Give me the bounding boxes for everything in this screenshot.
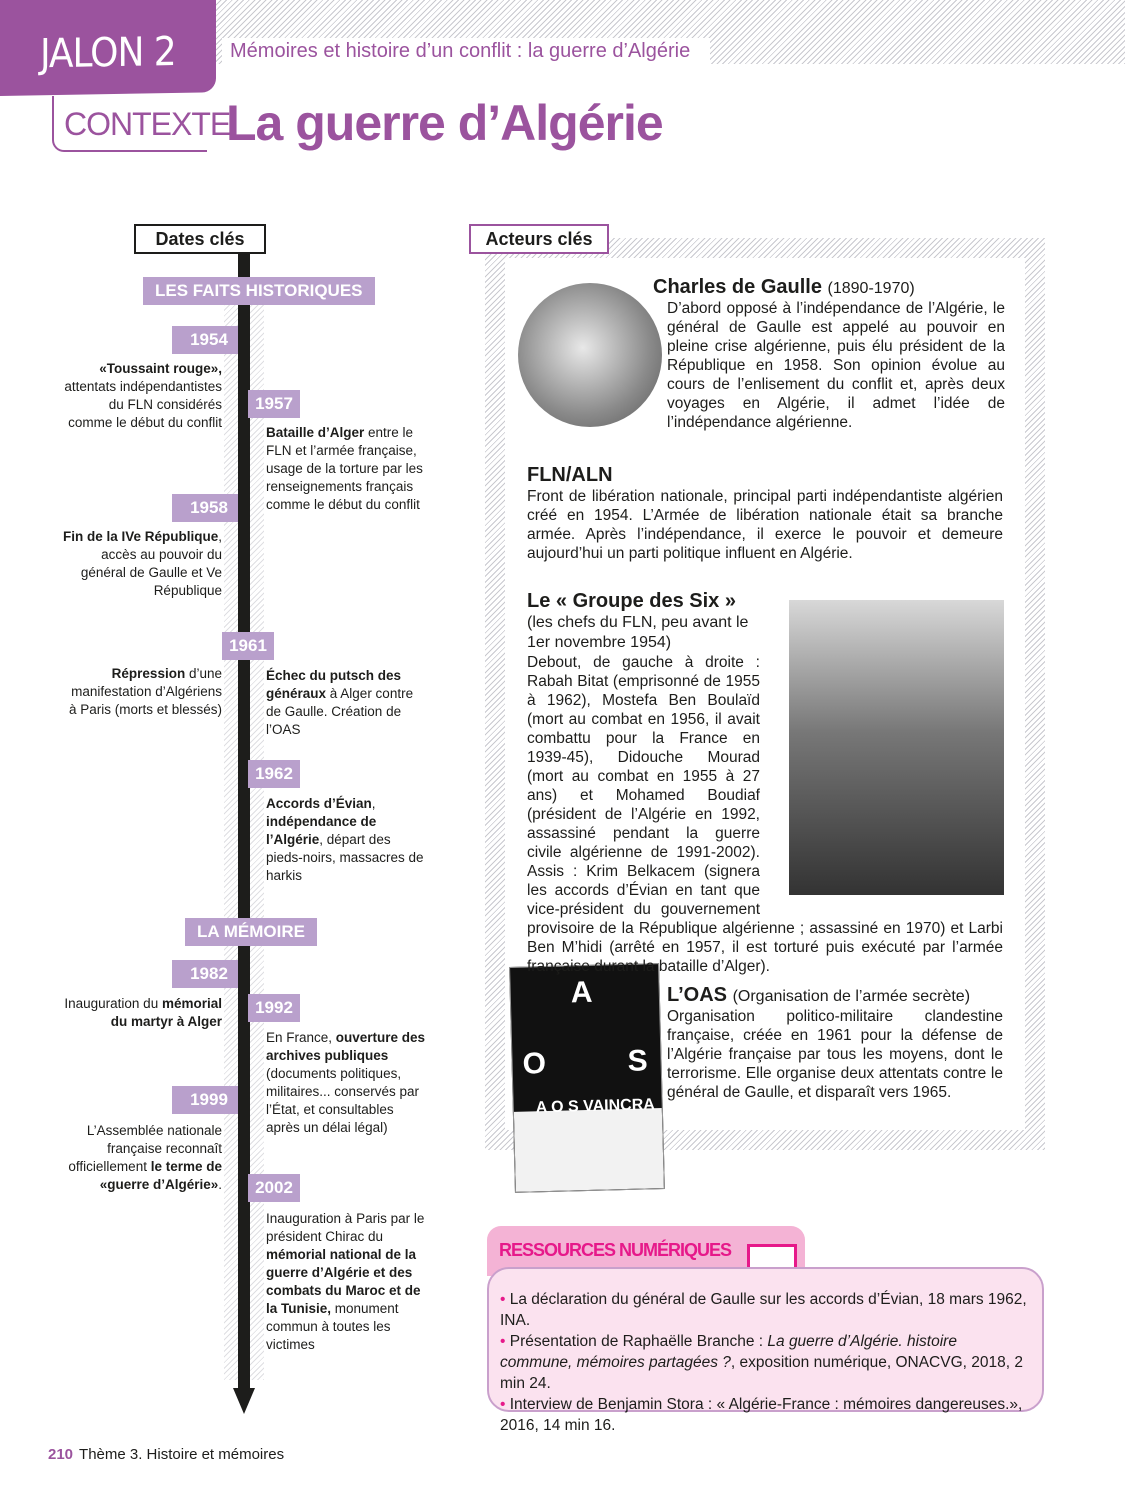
timeline-event [62, 360, 222, 432]
year-badge-1954: 1954 [172, 326, 238, 354]
event-highlight: mémorial du martyr à Alger [110, 996, 222, 1029]
year-badge-1958: 1958 [172, 494, 238, 522]
six-subtitle: (les chefs du FLN, peu avant le 1er novembre 1954) [527, 614, 749, 651]
photo-wrap-spacer [760, 590, 1003, 901]
resource-text: La déclaration du général de Gaulle sur les accords d’Évian, 18 mars 1962, INA. [500, 1291, 1027, 1329]
event-highlight: indépendance de l’Algérie [266, 814, 377, 847]
oas-subtitle: (Organisation de l’armée secrète) [732, 988, 971, 1005]
section-memory: LA MÉMOIRE [185, 918, 317, 946]
actors-label: Acteurs clés [469, 224, 609, 254]
event-text: L’Assemblée nationale française reconnaît officiellement [68, 1123, 222, 1174]
event-text: , [371, 796, 376, 811]
de-gaulle-portrait [518, 283, 662, 427]
resource-text: Interview de Benjamin Stora : « Algérie-France : mémoires dangereuses.», 2016, 14 min 16. [500, 1396, 1023, 1434]
resource-item[interactable] [500, 1289, 1032, 1331]
event-highlight: Bataille d’Alger [266, 425, 365, 440]
event-highlight: Échec du putsch des généraux [266, 668, 402, 701]
event-text: monument commun à toutes les victimes [266, 1301, 399, 1352]
year-badge-1999: 1999 [172, 1086, 238, 1114]
event-text: Inauguration à Paris par le président Chirac du [266, 1211, 425, 1244]
resource-text: La guerre d’Algérie. histoire commune, mémoires partagées ? [500, 1333, 957, 1371]
year-badge-1982: 1982 [172, 960, 238, 988]
event-text: , départ des pieds-noirs, massacres de harkis [266, 832, 424, 883]
bullet-icon: • [500, 1291, 510, 1308]
oas-block [667, 984, 1003, 1102]
event-text: d’une manifestation d’Algériens à Paris (morts et blessés) [68, 666, 222, 717]
six-name: Le « Groupe des Six » [527, 590, 736, 612]
year-badge-2002: 2002 [248, 1174, 300, 1202]
timeline-event [62, 528, 222, 600]
resource-text: , exposition numérique, ONACVG, 2018, 2 min 24. [500, 1354, 1023, 1392]
bullet-icon: • [500, 1333, 510, 1350]
context-label: CONTEXTE [64, 106, 231, 142]
event-text: Inauguration du [64, 996, 162, 1011]
page-title: La guerre d’Algérie [226, 95, 663, 151]
event-highlight: «Toussaint rouge», [99, 361, 222, 376]
event-text: attentats indépendantistes du FLN considérés comme le début du conflit [64, 379, 222, 430]
timeline-event [266, 795, 426, 885]
six-text: Debout, de gauche à droite : Rabah Bitat (emprisonné de 1955 à 1962), Mostefa Ben Boulaïd (mort au combat en 1956, il avait combattu pour la France en 1939-45), Didouche Mourad (mort au combat en 1955 à 27 ans) et Mohamed Boudiaf (président de l’Algérie en 1992, assassiné pendant la guerre civile algérienne de 1991-2002). Assis : Krim Belkacem (signera les accords d’Évian en tant que vice-président du gouvernement provisoire de la République algérienne ; assassiné en 1970) et Larbi Ben M’hidi (arrêté en 1957, il est torturé puis exécuté par l’armée française durant la bataille d’Alger). [527, 654, 1003, 975]
context-tag [52, 96, 231, 152]
timeline-axis [238, 252, 250, 1392]
resource-text: Présentation de Raphaëlle Branche : [509, 1333, 768, 1350]
timeline-event [62, 995, 222, 1031]
resources-box [487, 1267, 1044, 1434]
timeline-event [62, 665, 222, 719]
dates-label: Dates clés [134, 224, 266, 254]
fln-block [527, 464, 1003, 563]
event-text: En France, [266, 1030, 336, 1045]
event-highlight: Accords d’Évian [266, 796, 372, 811]
six-block [527, 590, 1003, 976]
event-highlight: Répression [111, 666, 186, 681]
timeline-event [266, 667, 426, 739]
oas-text: Organisation politico-militaire clandestine française, créée en 1961 pour la défense de l’Algérie française par tous les moyens, dont le terrorisme. Elle organise deux attentats contre le général de Gaulle, et disparaît vers 1965. [667, 1008, 1003, 1101]
de-gaulle-dates: (1890-1970) [827, 280, 915, 297]
jalon-label: JALON 2 [40, 28, 176, 78]
event-highlight: le terme de «guerre d’Algérie» [99, 1159, 222, 1192]
section-facts: LES FAITS HISTORIQUES [143, 277, 375, 305]
timeline-event [62, 1122, 222, 1194]
timeline-event [266, 1029, 426, 1137]
event-highlight: ouverture des archives publiques [266, 1030, 426, 1063]
timeline-event [266, 424, 426, 514]
resource-item[interactable] [500, 1394, 1032, 1436]
page-number: 210 [48, 1446, 74, 1463]
bullet-icon: • [500, 1396, 510, 1413]
theme-label: Thème 3. Histoire et mémoires [79, 1446, 285, 1463]
jalon-badge [0, 0, 216, 96]
year-badge-1962: 1962 [248, 760, 300, 788]
event-text: à Alger contre de Gaulle. Création de l’OAS [266, 686, 414, 737]
resource-item[interactable] [500, 1331, 1032, 1394]
resources-title: RESSOURCES NUMÉRIQUES [499, 1240, 732, 1260]
de-gaulle-text: D’abord opposé à l’indépendance de l’Algérie, le général de Gaulle est appelé au pouvoir en pleine crise algérienne, puis élu président de la République en 1958. Son opinion évolue au cours de l’enlisement du conflit et, après deux voyages en Algérie, il admet l’idée de l’indépendance algérienne. [667, 300, 1005, 431]
event-text: entre le FLN et l’armée française, usage de la torture par les renseignements français comme le début du conflit [266, 425, 423, 512]
oas-name: L’OAS [667, 984, 728, 1006]
event-text: . [218, 1177, 222, 1192]
chapter-subtitle: Mémoires et histoire d’un conflit : la guerre d’Algérie [222, 38, 710, 66]
timeline-arrow-icon [233, 1388, 255, 1414]
event-text: , accès au pouvoir du général de Gaulle et Ve République [80, 529, 222, 598]
timeline-event [266, 1210, 426, 1354]
oas-poster-text: A O S VAINCRA [535, 1096, 656, 1117]
event-text: (documents politiques, militaires... conservés par l’État, et consultables après un délai légal) [266, 1066, 420, 1135]
year-badge-1992: 1992 [248, 994, 300, 1022]
fln-name: FLN/ALN [527, 464, 613, 486]
fln-text: Front de libération nationale, principal parti indépendantiste algérien créé en 1954. L’Armée de libération nationale était sa branche armée. Après l’indépendance, il exerce le pouvoir et demeure aujourd’hui un parti politique influent en Algérie. [527, 488, 1003, 562]
de-gaulle-name: Charles de Gaulle [653, 276, 822, 298]
oas-poster: A O S A O S VAINCRA [509, 963, 665, 1193]
year-badge-1957: 1957 [248, 390, 300, 418]
event-highlight: mémorial national de la guerre d’Algérie et des combats du Maroc et de la Tunisie, [266, 1247, 421, 1316]
year-badge-1961: 1961 [222, 632, 274, 660]
page-footer [48, 1446, 284, 1463]
de-gaulle-block [653, 276, 1005, 432]
event-highlight: Fin de la IVe République [62, 529, 219, 544]
